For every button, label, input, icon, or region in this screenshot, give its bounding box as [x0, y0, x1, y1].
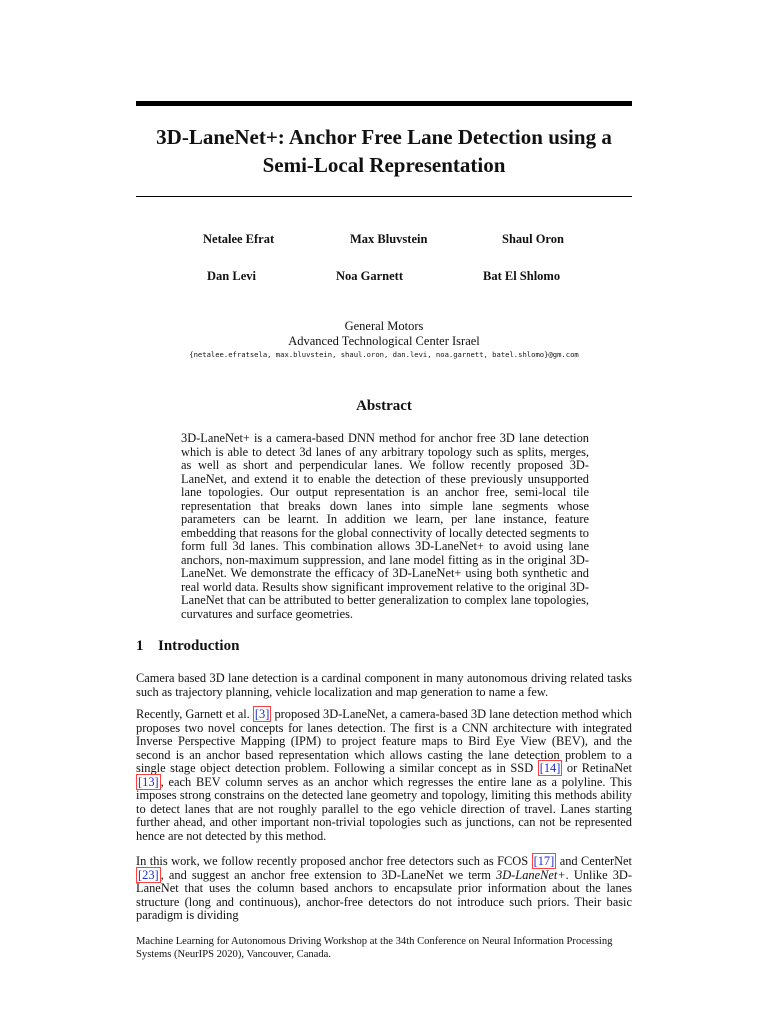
intro-p2-text-b: proposed 3D-LaneNet, a camera-based 3D lane detection method which proposes two novel concepts for lanes detection. The first is a CNN architecture with integrated Inverse Perspective Mapping (IPM) to project feature maps to Bird Eye View (BEV), and the second is an anchor based representation which allows casting the lane detection problem to a single stage object detection problem. Following a similar concept as in SSD — [136, 707, 632, 775]
section-number: 1 — [136, 638, 144, 654]
author-3: Shaul Oron — [502, 232, 564, 246]
section-heading-introduction — [136, 638, 239, 655]
intro-paragraph-1: Camera based 3D lane detection is a cardinal component in many autonomous driving related tasks such as trajectory planning, vehicle localization and map generation to name a few. — [136, 671, 632, 699]
intro-p3-text-c: , and suggest an anchor free extension to 3D-LaneNet we term — [160, 867, 497, 882]
affiliation-company: General Motors — [344, 319, 424, 333]
author-2: Max Bluvstein — [350, 232, 428, 246]
paper-title — [136, 123, 632, 179]
affiliation-center: Advanced Technological Center Israel — [288, 334, 480, 348]
citation-link-13[interactable]: [13] — [138, 774, 159, 789]
title-line-1: 3D-LaneNet+: Anchor Free Lane Detection using a — [156, 125, 612, 149]
citation-link-23[interactable]: [23] — [138, 867, 159, 882]
intro-paragraph-2 — [136, 708, 632, 843]
author-5: Noa Garnett — [336, 269, 403, 283]
author-4: Dan Levi — [207, 269, 256, 283]
author-6: Bat El Shlomo — [483, 269, 561, 283]
venue-footnote: Machine Learning for Autonomous Driving Workshop at the 34th Conference on Neural Information Processing Systems (NeurIPS 2020), Vancouver, Canada. — [136, 936, 613, 960]
section-title: Introduction — [158, 638, 240, 654]
intro-p3-text-b: and CenterNet — [556, 854, 632, 868]
author-emails: {netalee.efratsela, max.bluvstein, shaul.oron, dan.levi, noa.garnett, batel.shlomo}@gm.com — [189, 350, 579, 359]
intro-p2-text-a: Recently, Garnett et al. — [136, 707, 253, 721]
intro-p2-text-c: or RetinaNet — [562, 761, 632, 775]
citation-link-3[interactable]: [3] — [254, 707, 270, 721]
affiliation — [136, 319, 632, 349]
citation-link-14[interactable]: [14] — [539, 761, 561, 775]
abstract-heading: Abstract — [356, 398, 412, 414]
intro-p3-text-d: . Unlike 3D-LaneNet that uses the column based anchors to encapsulate prior information about the lanes structure (long and continuous), anchor-free detectors do not introduce such priors. Their basic paradigm is dividing — [136, 867, 632, 922]
title-line-2: Semi-Local Representation — [262, 153, 506, 177]
intro-p3-text-a: In this work, we follow recently proposed anchor free detectors such as FCOS — [136, 854, 532, 868]
abstract-text: 3D-LaneNet+ is a camera-based DNN method for anchor free 3D lane detection which is able to detect 3d lanes of any arbitrary topology such as splits, merges, as well as short and perpendicular lanes. We follow recently proposed 3D-LaneNet, and extend it to enable the detection of these previously unsupported lane topologies. Our output representation is an anchor free, semi-local tile representation that breaks down lanes into simple lane segments whose parameters can be learnt. In addition we learn, per lane instance, feature embedding that reasons for the global connectivity of locally detected segments to form full 3d lanes. This combination allows 3D-LaneNet+ to avoid using lane anchors, non-maximum suppression, and lane model fitting as in the original 3D-LaneNet. We demonstrate the efficacy of 3D-LaneNet+ using both synthetic and real world data. Results show significant improvement relative to the original 3D-LaneNet that can be attributed to better generalization to complex lane topologies, curvatures and surface geometries. — [181, 431, 589, 621]
title-bottom-rule — [136, 196, 632, 197]
intro-paragraph-3 — [136, 855, 632, 923]
citation-link-17[interactable]: [17] — [533, 854, 555, 868]
author-1: Netalee Efrat — [203, 232, 275, 246]
method-name-emphasis: 3D-LaneNet+ — [496, 867, 566, 882]
title-top-rule — [136, 101, 632, 106]
intro-p2-text-d: , each BEV column serves as an anchor which regresses the entire lane as a polyline. This imposes strong constrains on the detected lane geometry and topology, limiting this methods ability to detect lanes that are not roughly parallel to the ego vehicle direction of travel. Lanes starting further ahead, and other important non-trivial topologies such as junctions, can not be represented hence are not detected by this method. — [136, 774, 632, 843]
